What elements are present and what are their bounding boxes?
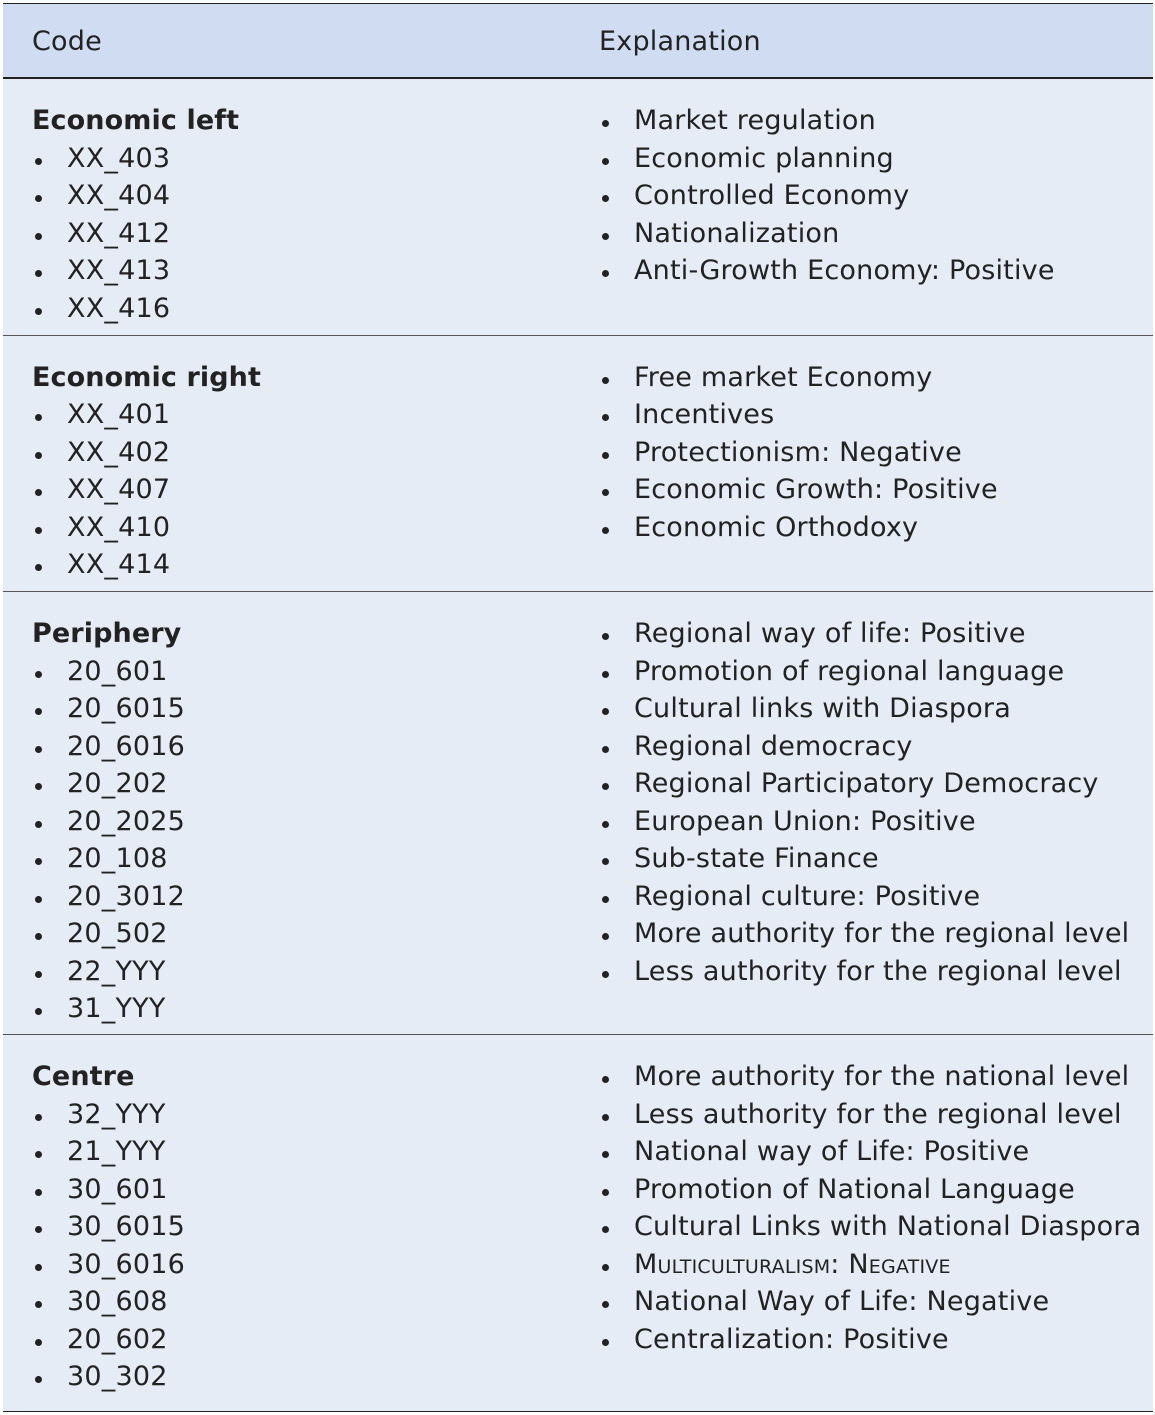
- row-title: Periphery: [32, 618, 182, 649]
- explanation-item: Regional democracy: [599, 728, 1153, 766]
- explanation-item: European Union: Positive: [599, 803, 1153, 841]
- code-item: 30_6015: [32, 1208, 570, 1246]
- explanation-cell: [570, 1058, 1153, 1411]
- explanation-item: More authority for the regional level: [599, 915, 1153, 953]
- code-item: 21_YYY: [32, 1133, 570, 1171]
- explanation-item: Promotion of regional language: [599, 653, 1153, 691]
- code-item: 20_3012: [32, 878, 570, 916]
- explanation-list: [599, 359, 1153, 547]
- table-row: [3, 1035, 1153, 1411]
- code-item: 20_2025: [32, 803, 570, 841]
- table-header: [3, 4, 1153, 79]
- explanation-item: Cultural links with Diaspora: [599, 690, 1153, 728]
- table-row: [3, 336, 1153, 593]
- code-item: 30_302: [32, 1358, 570, 1396]
- code-list: [32, 140, 570, 328]
- explanation-item: Free market Economy: [599, 359, 1153, 397]
- explanation-item: Regional culture: Positive: [599, 878, 1153, 916]
- explanation-item: Economic Orthodoxy: [599, 509, 1153, 547]
- code-item: 20_502: [32, 915, 570, 953]
- row-title: Centre: [32, 1061, 135, 1092]
- code-list: [32, 653, 570, 1028]
- header-code: Code: [32, 26, 102, 57]
- code-item: XX_401: [32, 396, 570, 434]
- explanation-item: Cultural Links with National Diaspora: [599, 1208, 1153, 1246]
- code-cell: [3, 359, 570, 592]
- code-item: 20_601: [32, 653, 570, 691]
- explanation-item: Economic Growth: Positive: [599, 471, 1153, 509]
- explanation-list: [599, 1058, 1153, 1358]
- code-item: 20_6016: [32, 728, 570, 766]
- code-item: 30_608: [32, 1283, 570, 1321]
- explanation-item: Centralization: Positive: [599, 1321, 1153, 1359]
- code-item: XX_410: [32, 509, 570, 547]
- code-item: 22_YYY: [32, 953, 570, 991]
- code-list: [32, 1096, 570, 1396]
- code-item: XX_404: [32, 177, 570, 215]
- explanation-cell: [570, 615, 1153, 1034]
- code-item: 20_6015: [32, 690, 570, 728]
- explanation-list: [599, 615, 1153, 990]
- explanation-list: [599, 102, 1153, 290]
- explanation-item: Regional Participatory Democracy: [599, 765, 1153, 803]
- explanation-item: Regional way of life: Positive: [599, 615, 1153, 653]
- code-item: XX_407: [32, 471, 570, 509]
- explanation-item: Less authority for the regional level: [599, 953, 1153, 991]
- code-item: 20_202: [32, 765, 570, 803]
- explanation-item: Protectionism: Negative: [599, 434, 1153, 472]
- explanation-item: Controlled Economy: [599, 177, 1153, 215]
- explanation-cell: [570, 359, 1153, 592]
- explanation-item: National Way of Life: Negative: [599, 1283, 1153, 1321]
- code-item: 32_YYY: [32, 1096, 570, 1134]
- code-item: 20_108: [32, 840, 570, 878]
- code-list: [32, 396, 570, 584]
- table-row: [3, 592, 1153, 1035]
- explanation-item: National way of Life: Positive: [599, 1133, 1153, 1171]
- code-cell: [3, 1058, 570, 1411]
- explanation-item: Nationalization: [599, 215, 1153, 253]
- row-title: Economic right: [32, 361, 261, 393]
- code-item: 31_YYY: [32, 990, 570, 1028]
- explanation-item: Multiculturalism: Negative: [599, 1246, 1153, 1284]
- code-cell: [3, 102, 570, 335]
- code-item: 30_6016: [32, 1246, 570, 1284]
- explanation-item: More authority for the national level: [599, 1058, 1153, 1096]
- explanation-item: Sub-state Finance: [599, 840, 1153, 878]
- explanation-item: Anti-Growth Economy: Positive: [599, 252, 1153, 290]
- code-cell: [3, 615, 570, 1034]
- explanation-item: Promotion of National Language: [599, 1171, 1153, 1209]
- code-item: 20_602: [32, 1321, 570, 1359]
- explanation-item: Less authority for the regional level: [599, 1096, 1153, 1134]
- codes-table: [3, 3, 1153, 1412]
- explanation-item: Market regulation: [599, 102, 1153, 140]
- code-item: XX_413: [32, 252, 570, 290]
- table-row: [3, 79, 1153, 336]
- code-item: XX_403: [32, 140, 570, 178]
- code-item: 30_601: [32, 1171, 570, 1209]
- explanation-item: Economic planning: [599, 140, 1153, 178]
- code-item: XX_416: [32, 290, 570, 328]
- explanation-cell: [570, 102, 1153, 335]
- explanation-item: Incentives: [599, 396, 1153, 434]
- header-explanation: Explanation: [599, 26, 761, 57]
- code-item: XX_402: [32, 434, 570, 472]
- row-title: Economic left: [32, 105, 240, 136]
- code-item: XX_412: [32, 215, 570, 253]
- code-item: XX_414: [32, 546, 570, 584]
